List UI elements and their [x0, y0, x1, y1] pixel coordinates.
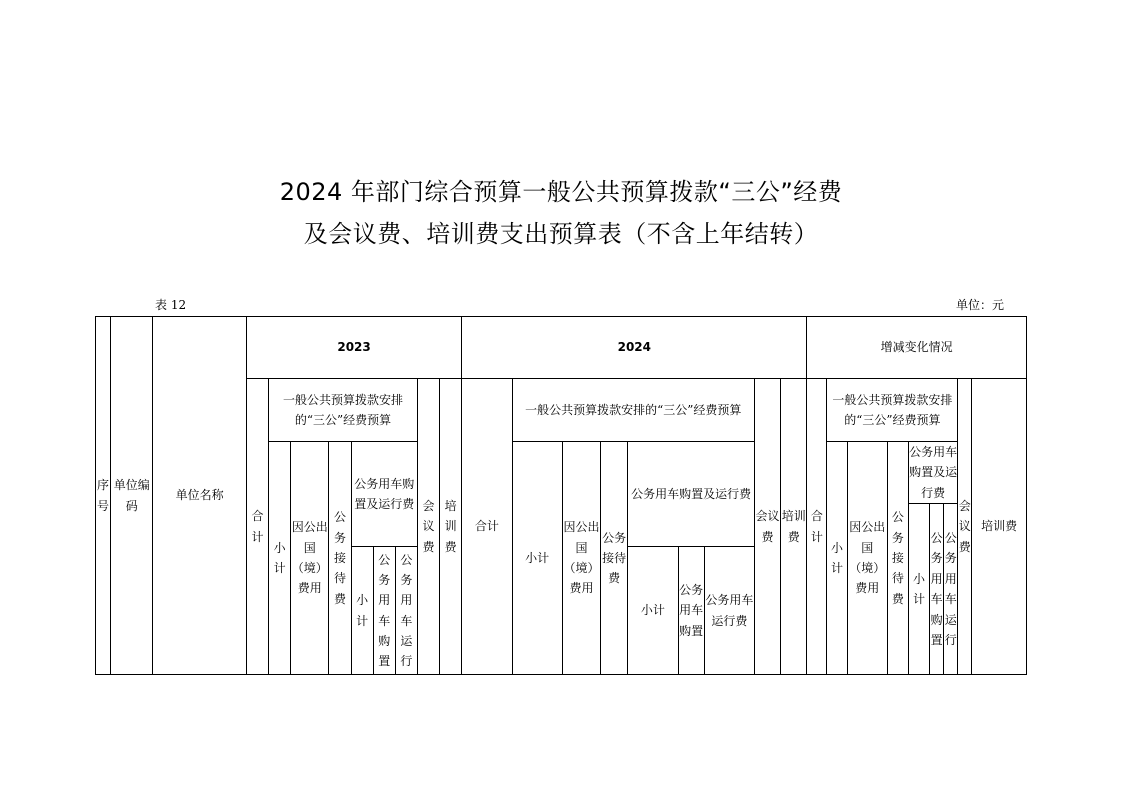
header-change-vehicle-operation: 公务用车运行	[944, 504, 958, 675]
header-2023-reception: 公务接待费	[329, 442, 351, 675]
header-2024-training: 培训费	[781, 379, 807, 675]
header-year-2023: 2023	[246, 317, 461, 379]
page-title-line-1: 2024 年部门综合预算一般公共预算拨款“三公”经费	[279, 178, 843, 206]
budget-table	[95, 316, 1027, 675]
header-unit-code: 单位编码	[111, 317, 153, 675]
header-2024-reception: 公务接待费	[601, 442, 628, 675]
header-2024-vehicle-purchase: 公务用车购置	[678, 547, 704, 675]
header-seq: 序号	[96, 317, 111, 675]
header-2023-sanggong: 一般公共预算拨款安排的“三公”经费预算	[269, 379, 418, 442]
header-2023-vehicle-operation: 公务用车运行	[395, 547, 417, 675]
header-change-subtotal: 小计	[827, 442, 847, 675]
header-change-abroad: 因公出国（境）费用	[847, 442, 887, 675]
table-number: 表 12	[155, 298, 187, 312]
header-year-2024: 2024	[462, 317, 807, 379]
header-change-meeting: 会议费	[958, 379, 972, 675]
header-2024-sanggong: 一般公共预算拨款安排的“三公”经费预算	[512, 379, 754, 442]
header-2024-abroad: 因公出国（境）费用	[562, 442, 600, 675]
header-change-total: 合计	[807, 379, 827, 675]
header-2023-total: 合计	[246, 379, 268, 675]
header-unit-name: 单位名称	[153, 317, 247, 675]
header-2023-training: 培训费	[440, 379, 462, 675]
header-change-vehicle-purchase: 公务用车购置	[930, 504, 944, 675]
header-2024-vehicle: 公务用车购置及运行费	[628, 442, 755, 547]
header-2023-vehicle: 公务用车购置及运行费	[351, 442, 417, 547]
header-2024-vehicle-subtotal: 小计	[628, 547, 678, 675]
header-change-sanggong: 一般公共预算拨款安排的“三公”经费预算	[827, 379, 958, 442]
header-change-training: 培训费	[972, 379, 1027, 675]
header-2023-abroad: 因公出国（境）费用	[291, 442, 329, 675]
header-2024-subtotal: 小计	[512, 442, 562, 675]
header-change-vehicle: 公务用车购置及运行费	[908, 442, 957, 504]
header-change: 增减变化情况	[807, 317, 1027, 379]
page-title-line-2: 及会议费、培训费支出预算表（不含上年结转）	[303, 220, 819, 248]
header-2023-meeting: 会议费	[417, 379, 439, 675]
header-2024-total: 合计	[462, 379, 512, 675]
header-2024-vehicle-operation: 公务用车运行费	[704, 547, 754, 675]
header-2023-vehicle-subtotal: 小计	[351, 547, 373, 675]
header-2023-vehicle-purchase: 公务用车购置	[373, 547, 395, 675]
header-2023-subtotal: 小计	[269, 442, 291, 675]
header-change-reception: 公务接待费	[887, 442, 908, 675]
unit-label: 单位：元	[955, 298, 1004, 312]
header-change-vehicle-subtotal: 小计	[908, 504, 929, 675]
header-2024-meeting: 会议费	[754, 379, 780, 675]
